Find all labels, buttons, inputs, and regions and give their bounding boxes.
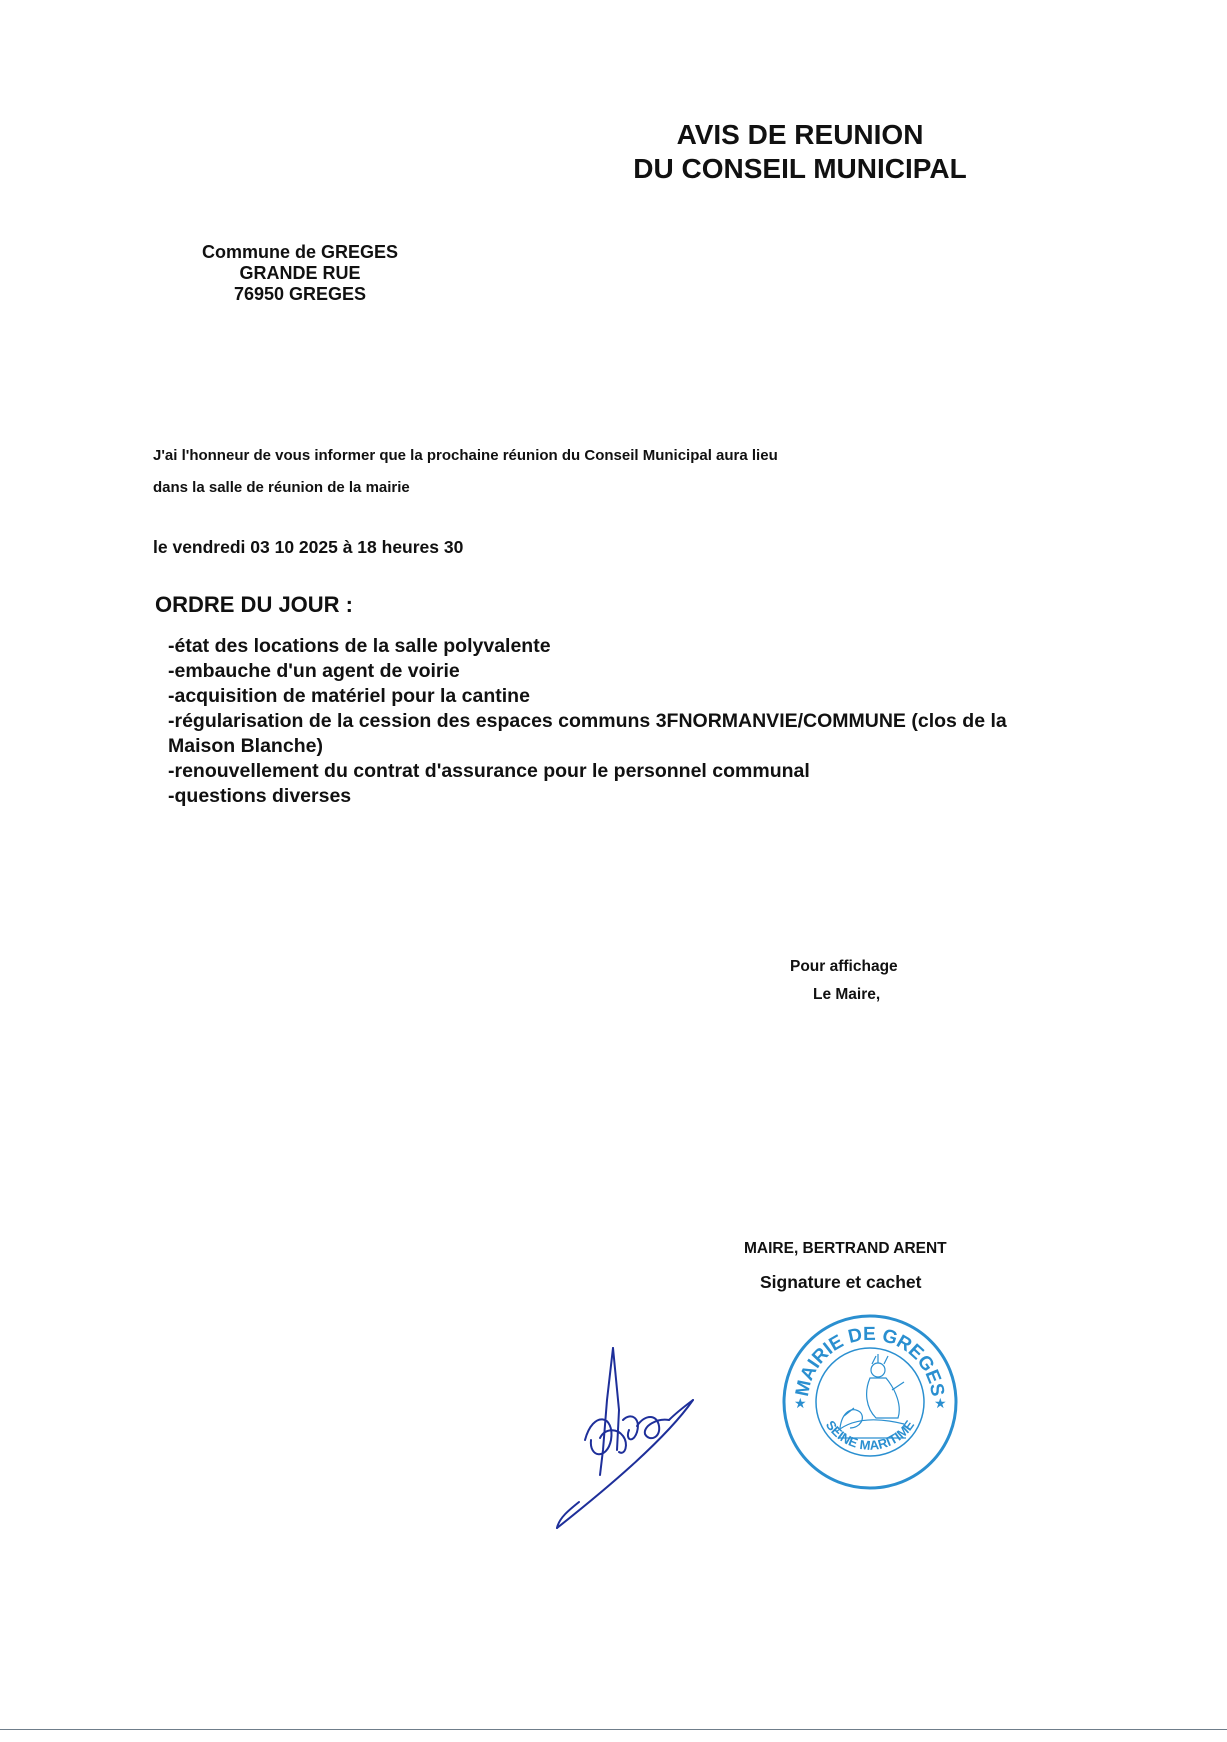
agenda-item: -renouvellement du contrat d'assurance pour le personnel communal bbox=[168, 760, 810, 782]
agenda-item: -état des locations de la salle polyvalente bbox=[168, 635, 551, 657]
star-icon: ★ bbox=[934, 1395, 947, 1411]
agenda-item: -embauche d'un agent de voirie bbox=[168, 660, 460, 682]
agenda-item: -régularisation de la cession des espaces communs 3FNORMANVIE/COMMUNE (clos de la Maison Blanche) bbox=[168, 710, 1007, 757]
mayor-label: Le Maire, bbox=[813, 986, 881, 1003]
agenda-title: ORDRE DU JOUR : bbox=[155, 592, 354, 617]
address-line-3: 76950 GREGES bbox=[233, 284, 367, 304]
meeting-date: le vendredi 03 10 2025 à 18 heures 30 bbox=[153, 537, 464, 557]
sender-address bbox=[180, 242, 420, 305]
mayor-name: MAIRE, BERTRAND ARENT bbox=[744, 1240, 947, 1257]
marianne-emblem-icon bbox=[836, 1354, 906, 1438]
intro-paragraph bbox=[153, 440, 778, 504]
intro-line-2: dans la salle de réunion de la mairie bbox=[153, 479, 410, 496]
address-line-1: Commune de GREGES bbox=[201, 242, 399, 262]
handwritten-signature bbox=[545, 1340, 705, 1530]
document-title bbox=[560, 118, 1040, 186]
official-stamp bbox=[780, 1312, 960, 1492]
star-icon: ★ bbox=[794, 1395, 807, 1411]
stamp-top-text: MAIRIE DE GREGES bbox=[792, 1323, 948, 1399]
address-line-2: GRANDE RUE bbox=[239, 263, 361, 283]
agenda-item: -acquisition de matériel pour la cantine bbox=[168, 685, 530, 707]
page-divider bbox=[0, 1729, 1227, 1730]
posting-note: Pour affichage bbox=[790, 958, 898, 975]
agenda-list bbox=[168, 634, 1068, 809]
agenda-item: -questions diverses bbox=[168, 785, 352, 807]
stamp-bottom-text: SEINE MARITIME bbox=[822, 1417, 918, 1453]
title-line-1: AVIS DE REUNION bbox=[676, 119, 924, 150]
signature-label: Signature et cachet bbox=[760, 1272, 922, 1292]
title-line-2: DU CONSEIL MUNICIPAL bbox=[633, 153, 967, 184]
intro-line-1: J'ai l'honneur de vous informer que la prochaine réunion du Conseil Municipal aura lieu bbox=[153, 447, 778, 464]
